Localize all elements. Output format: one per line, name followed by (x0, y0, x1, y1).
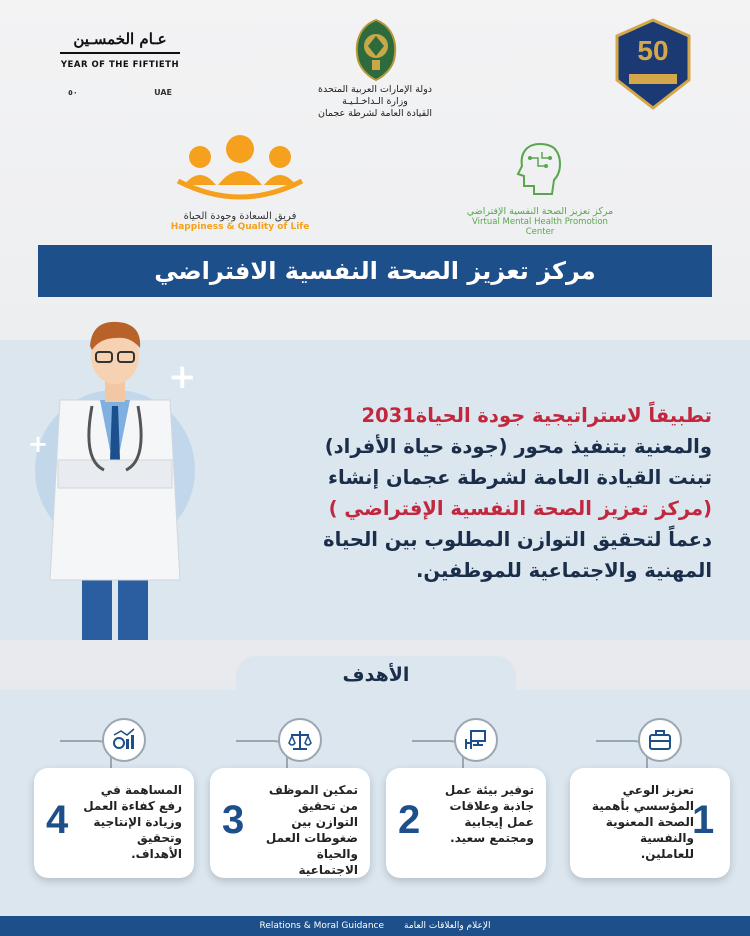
goal-2-workspace-icon (454, 718, 498, 762)
page-title-banner (38, 245, 712, 297)
intro-line-6: المهنية والاجتماعية للموظفين. (415, 559, 712, 582)
goal-4-number: 4 (46, 798, 69, 842)
year-divider (60, 52, 180, 54)
goal-1-briefcase-icon (638, 718, 682, 762)
year-small-right: UAE (154, 88, 172, 97)
year-of-fiftieth-logo (60, 30, 180, 97)
goals-title: الأهدف (236, 656, 516, 694)
happiness-en-text: Happiness & Quality of Life (170, 222, 310, 232)
goal-4-chart-gear-icon (102, 718, 146, 762)
vmh-ar-text: مركز تعزيز الصحة النفسية الإفتراضي (466, 206, 614, 217)
year-small-left: ٥٠ (68, 88, 78, 97)
happiness-people-icon (170, 135, 310, 203)
happiness-logo (170, 135, 310, 232)
footer-ar: الإعلام والعلاقات العامة (404, 921, 491, 931)
goal-4-text: المساهمة في رفع كفاءة العمل وزيادة الإنتاجية وتحقيق الأهداف. (83, 783, 182, 861)
svg-text:+: + (28, 430, 49, 458)
intro-line-3: تبنت القيادة العامة لشرطة عجمان إنشاء (328, 466, 712, 489)
doctor-illustration-icon (20, 310, 210, 640)
intro-line-1: تطبيقاً لاستراتيجية جودة الحياة2031 (361, 404, 712, 427)
intro-line-5: دعماً لتحقيق التوازن المطلوب بين الحياة (323, 528, 712, 551)
intro-line-4: (مركز تعزيز الصحة النفسية الإفتراضي ) (328, 497, 712, 520)
government-text (285, 84, 465, 120)
year-sub-row (60, 88, 180, 97)
goal-3-number: 3 (222, 798, 245, 842)
intro-line-2: والمعنية بتنفيذ محور (جودة حياة الأفراد) (324, 435, 712, 458)
goal-2-text: توفير بيئة عمل جاذبة وعلاقات عمل إيجابية ومجتمع سعيد. (444, 783, 534, 845)
brain-head-icon (516, 140, 564, 196)
gov-line-3: القيادة العامة لشرطة عجمان (318, 108, 432, 119)
page-title: مركز تعزيز الصحة النفسية الافتراضي (154, 257, 596, 285)
goal-card-2 (386, 768, 546, 878)
intro-text (252, 400, 712, 586)
goal-1-number: 1 (692, 798, 715, 842)
happiness-ar-text: فريق السعادة وجودة الحياة (183, 211, 297, 222)
ministry-emblem-icon (348, 16, 404, 82)
year-ar-text: عـام الخمسـين (73, 30, 167, 48)
gov-line-1: دولة الإمارات العربية المتحدة (317, 84, 433, 95)
police-50-badge-icon (613, 18, 693, 110)
vmh-en-text: Virtual Mental Health Promotion Center (472, 217, 608, 237)
goal-1-text: تعزيز الوعي المؤسسي بأهمية الصحة المعنوية والنفسية للعاملين. (591, 783, 694, 861)
badge-number: 50 (637, 35, 669, 66)
footer-bar (0, 916, 750, 936)
svg-text:+: + (168, 357, 197, 397)
goal-3-balance-icon (278, 718, 322, 762)
gov-line-2: وزارة الـداخـلـيـة (342, 96, 408, 107)
goal-2-number: 2 (398, 798, 421, 842)
goal-card-3 (210, 768, 370, 878)
goal-3-text: تمكين الموظف من تحقيق التوازن بين ضغوطات العمل والحياة الاجتماعية (265, 783, 358, 877)
goal-card-1 (570, 768, 730, 878)
vmh-logo (460, 140, 620, 237)
year-en-text: YEAR OF THE FIFTIETH (60, 60, 180, 70)
footer-en: Relations & Moral Guidance (259, 921, 385, 931)
goal-card-4 (34, 768, 194, 878)
